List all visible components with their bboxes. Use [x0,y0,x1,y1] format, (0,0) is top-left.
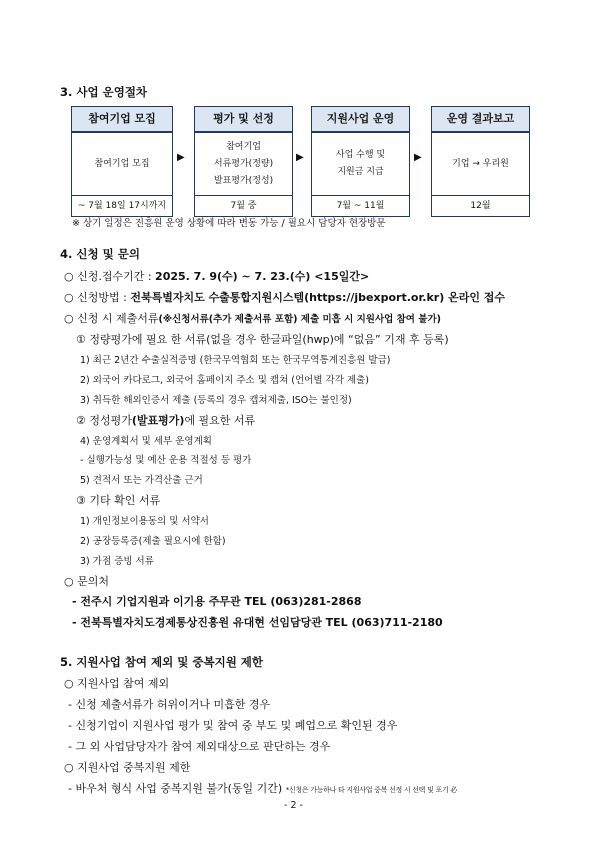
duplicate-item [68,780,457,796]
list-item: 2) 외국어 카다로그, 외국어 홈페이지 주소 및 캡쳐 (언어별 각각 제출) [80,375,369,386]
period-label: ○ 신청.접수기간 : [64,270,156,283]
step-date: 7월 ~ 11월 [336,201,385,211]
list-item: 3) 가점 증빙 서류 [80,556,154,567]
required-documents [64,310,441,326]
section-5-title: 5. 지원사업 참여 제외 및 중복지원 제한 [60,655,264,669]
step-head: 운영 결과보고 [432,107,529,133]
step-body-line: 참여기업 모집 [94,158,150,169]
duplicate-note: *신청은 가능하나 타 지원사업 중복 선정 시 선택 및 포기 必 [285,786,458,794]
exclusion-head: ○ 지원사업 참여 제외 [64,677,170,690]
period-value: 2025. 7. 9(수) ~ 7. 23.(수) <15일간> [155,270,370,283]
arrow-icon: ▶ [296,152,304,163]
step-body-line: 지원금 지급 [337,167,384,177]
step-body-line: 서류평가(정량) [213,158,274,169]
step-body [195,133,292,196]
arrow-icon: ▶ [414,152,422,163]
exclusion-item: - 신청기업이 지원사업 평가 및 참여 중 부도 및 폐업으로 확인된 경우 [68,719,398,732]
step-date: 7월 중 [230,201,257,211]
quant-docs-head: ① 정량평가에 필요 한 서류(없을 경우 한글파일(hwp)에 “없음” 기재 후 등록) [76,333,449,346]
step-body-line: 기업 → 우리원 [452,158,509,169]
step-recruit [71,106,173,217]
qual-docs-head [76,412,255,428]
duplicate-head: ○ 지원사업 중복지원 제한 [64,761,191,774]
step-head: 평가 및 선정 [195,107,292,133]
step-body-line: 발표평가(정성) [213,175,274,186]
list-item: 4) 운영계획서 및 세부 운영계획 [80,436,212,447]
arrow-icon: ▶ [177,152,185,163]
application-method [64,289,505,305]
application-period [64,268,369,284]
page-number: - 2 - [284,800,303,811]
list-item: - 실행가능성 및 예산 운용 적절성 등 평가 [80,455,252,466]
list-item: 1) 최근 2년간 수출실적증명 (한국무역협회 또는 한국무역통계진흥원 발급) [80,355,391,366]
contact-item: - 전주시 기업지원과 이기용 주무관 TEL (063)281-2868 [72,595,362,608]
qual-head-text: 에 필요한 서류 [184,414,256,427]
list-item: 3) 취득한 해외인증서 제출 (등록의 경우 캡쳐제출, ISO는 불인정) [80,395,352,406]
step-body [312,133,409,196]
step-body-line: 사업 수행 및 [335,150,386,160]
step-operation [311,106,410,217]
method-label: ○ 신청방법 : [64,291,131,304]
contact-item: - 전북특별자치도경제통상진흥원 유대현 선임담당관 TEL (063)711-2180 [72,616,443,629]
qual-head-bold: (발표평가) [131,414,185,427]
step-body-line: 참여기업 [226,141,261,152]
method-value: 전북특별자치도 수출통합지원시스템(https://jbexport.or.kr) 온라인 접수 [130,291,506,304]
exclusion-item: - 그 외 사업담당자가 참여 제외대상으로 판단하는 경우 [68,740,331,753]
docs-label: ○ 신청 시 제출서류 [64,312,159,325]
step-report [431,106,530,217]
qual-head-text: ② 정성평가 [76,414,132,427]
step-evaluation [194,106,293,217]
list-item: 5) 견적서 또는 가격산출 근거 [80,475,203,486]
etc-docs-head: ③ 기타 확인 서류 [76,494,161,507]
step-date: 12월 [470,201,491,211]
list-item: 1) 개인정보이용동의 및 서약서 [80,516,209,527]
list-item: 2) 공장등록증(제출 필요시에 한함) [80,536,226,547]
schedule-note: ※ 상기 일정은 진흥원 운영 상황에 따라 변동 가능 / 필요시 담당자 현장방문 [72,218,386,229]
duplicate-text: - 바우처 형식 사업 중복지원 불가(동일 기간) [68,782,283,795]
section-4-title: 4. 신청 및 문의 [60,247,140,261]
step-date: ~ 7월 18일 17시까지 [77,201,167,211]
step-body [432,133,529,196]
docs-note: (※신청서류(추가 제출서류 포함) 제출 미흡 시 지원사업 참여 불가) [158,314,441,325]
step-head: 참여기업 모집 [72,107,172,133]
section-3-title: 3. 사업 운영절차 [60,85,148,99]
contact-head: ○ 문의처 [64,575,109,588]
exclusion-item: - 신청 제출서류가 허위이거나 미흡한 경우 [68,698,271,711]
step-body [72,133,172,196]
step-head: 지원사업 운영 [312,107,409,133]
